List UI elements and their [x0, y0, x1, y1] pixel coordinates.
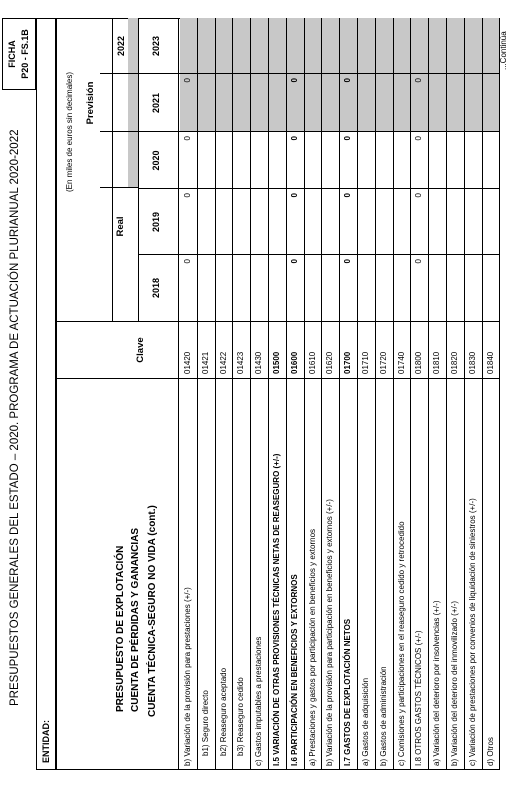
value-cell[interactable]: 0 — [289, 136, 299, 141]
row-code: 01423 — [236, 351, 246, 374]
value-cell[interactable]: 0 — [343, 193, 353, 198]
value-cell[interactable]: 0 — [289, 193, 299, 198]
row-label: I.5 VARIACIÓN DE OTRAS PROVISIONES TÉCNICAS NETAS DE REASEGURO (+/-) — [272, 453, 281, 766]
table-title-3: CUENTA TÉCNICA-SEGURO NO VIDA (cont.) — [147, 505, 158, 717]
year-2019: 2019 — [151, 211, 161, 233]
row-divider — [321, 18, 322, 770]
row-label: I.6 PARTICIPACIÓN EN BENEFICIOS Y EXTORNOS — [289, 574, 299, 766]
real-label: Real — [115, 216, 126, 237]
row-divider — [410, 18, 411, 770]
shade-top-strip — [128, 18, 138, 188]
row-code: 01700 — [343, 351, 353, 374]
row-divider — [304, 18, 305, 770]
continua-note: ...Continúa — [499, 31, 508, 70]
row-label: I.8 OTROS GASTOS TÉCNICOS (+/-) — [414, 630, 424, 766]
row-label: b3) Reaseguro cedido — [236, 677, 246, 756]
entidad-label: ENTIDAD: — [41, 720, 51, 763]
ficha-label: FICHA — [7, 40, 17, 68]
row-label: b) Gastos de administración — [378, 666, 388, 766]
value-cell[interactable]: 0 — [414, 193, 424, 198]
entidad-box — [36, 18, 56, 770]
value-cell[interactable]: 0 — [414, 136, 424, 141]
row-code: 01610 — [307, 351, 317, 374]
row-divider — [215, 18, 216, 770]
row-divider — [375, 18, 376, 770]
value-cell[interactable]: 0 — [414, 78, 424, 83]
prevision-label: Previsión — [85, 81, 96, 125]
row-code: 01840 — [485, 351, 495, 374]
clave-label: Clave — [135, 337, 146, 363]
row-code: 01710 — [361, 351, 370, 374]
row-code: 01500 — [272, 351, 281, 374]
row-code: 01810 — [432, 351, 442, 374]
row-divider — [499, 18, 500, 770]
value-cell[interactable]: 0 — [183, 136, 192, 141]
row-divider — [464, 18, 465, 770]
row-code: 01430 — [254, 351, 264, 374]
year-2018: 2018 — [151, 277, 161, 299]
year-2022: 2022 — [116, 35, 126, 57]
value-cell[interactable]: 0 — [183, 259, 192, 264]
main-title: PRESUPUESTOS GENERALES DEL ESTADO – 2020. PROGRAMA DE ACTUACIÓN PLURIANUAL 2020-2022 — [9, 129, 21, 706]
value-cell[interactable]: 0 — [289, 78, 299, 83]
row-divider — [232, 18, 233, 770]
row-label: b) Variación del deterioro del inmovilizado (+/-) — [450, 600, 459, 766]
value-cell[interactable]: 0 — [343, 259, 353, 264]
row-divider — [339, 18, 340, 770]
ficha-code: P20 - FS.1B — [20, 29, 30, 79]
row-code: 01720 — [378, 351, 388, 374]
year-2023: 2023 — [151, 35, 161, 57]
row-divider — [250, 18, 251, 770]
row-label: I.7 GASTOS DE EXPLOTACIÓN NETOS — [343, 618, 353, 766]
row-divider — [286, 18, 287, 770]
row-code: 01830 — [467, 351, 477, 374]
row-code: 01620 — [325, 351, 335, 374]
sep-clave-values — [56, 321, 500, 322]
row-code: 01422 — [218, 351, 228, 374]
row-label: c) Gastos imputables a prestaciones — [254, 636, 264, 766]
value-cell[interactable]: 0 — [289, 259, 299, 264]
row-label: b1) Seguro directo — [200, 690, 210, 756]
row-label: a) Gastos de adquisición — [361, 677, 370, 766]
row-label: d) Otros — [485, 737, 495, 766]
row-code: 01421 — [200, 351, 210, 374]
row-label: a) Variación del deterioro por insolvencias (+/-) — [432, 600, 442, 766]
row-label: b) Variación de la provisión para participación en beneficios y extornos (+/-) — [325, 499, 335, 766]
row-code: 01740 — [396, 351, 406, 374]
row-label: c) Comisiones y participaciones en el reaseguro cedido y retrocedido — [396, 521, 406, 766]
row-divider — [446, 18, 447, 770]
units-note: (En miles de euros sin decimales) — [65, 71, 74, 192]
value-cell[interactable]: 0 — [343, 136, 353, 141]
year-2020: 2020 — [151, 150, 161, 171]
row-divider — [482, 18, 483, 770]
table-title-1: PRESUPUESTO DE EXPLOTACIÓN — [115, 545, 126, 712]
hdr-line-2 — [138, 18, 139, 321]
row-divider — [428, 18, 429, 770]
row-divider — [357, 18, 358, 770]
row-label: b) Variación de la provisión para prestaciones (+/-) — [183, 587, 192, 766]
year-2021: 2021 — [151, 92, 161, 114]
row-code: 01420 — [183, 351, 192, 374]
value-cell[interactable]: 0 — [183, 78, 192, 83]
value-cell[interactable]: 0 — [183, 193, 192, 198]
value-cell[interactable]: 0 — [343, 78, 353, 83]
hdr-bottom — [178, 18, 179, 770]
value-cell[interactable]: 0 — [414, 259, 424, 264]
row-code: 01820 — [450, 351, 459, 374]
row-label: b2) Reaseguro aceptado — [218, 667, 228, 756]
row-divider — [197, 18, 198, 770]
row-divider — [393, 18, 394, 770]
sep-label-clave — [56, 378, 500, 379]
row-label: c) Variación de prestaciones por convenios de liquidación de siniestros (+/-) — [467, 498, 477, 766]
row-divider — [268, 18, 269, 770]
hdr-sep-prev — [100, 187, 138, 188]
ficha-box — [2, 18, 36, 90]
hdr-line-1 — [112, 18, 113, 321]
table-title-2: CUENTA DE PÉRDIDAS Y GANANCIAS — [130, 527, 141, 712]
row-code: 01600 — [289, 351, 299, 374]
row-code: 01800 — [414, 351, 424, 374]
row-label: a) Prestaciones y gastos por participación en beneficios y extornos — [307, 528, 317, 766]
